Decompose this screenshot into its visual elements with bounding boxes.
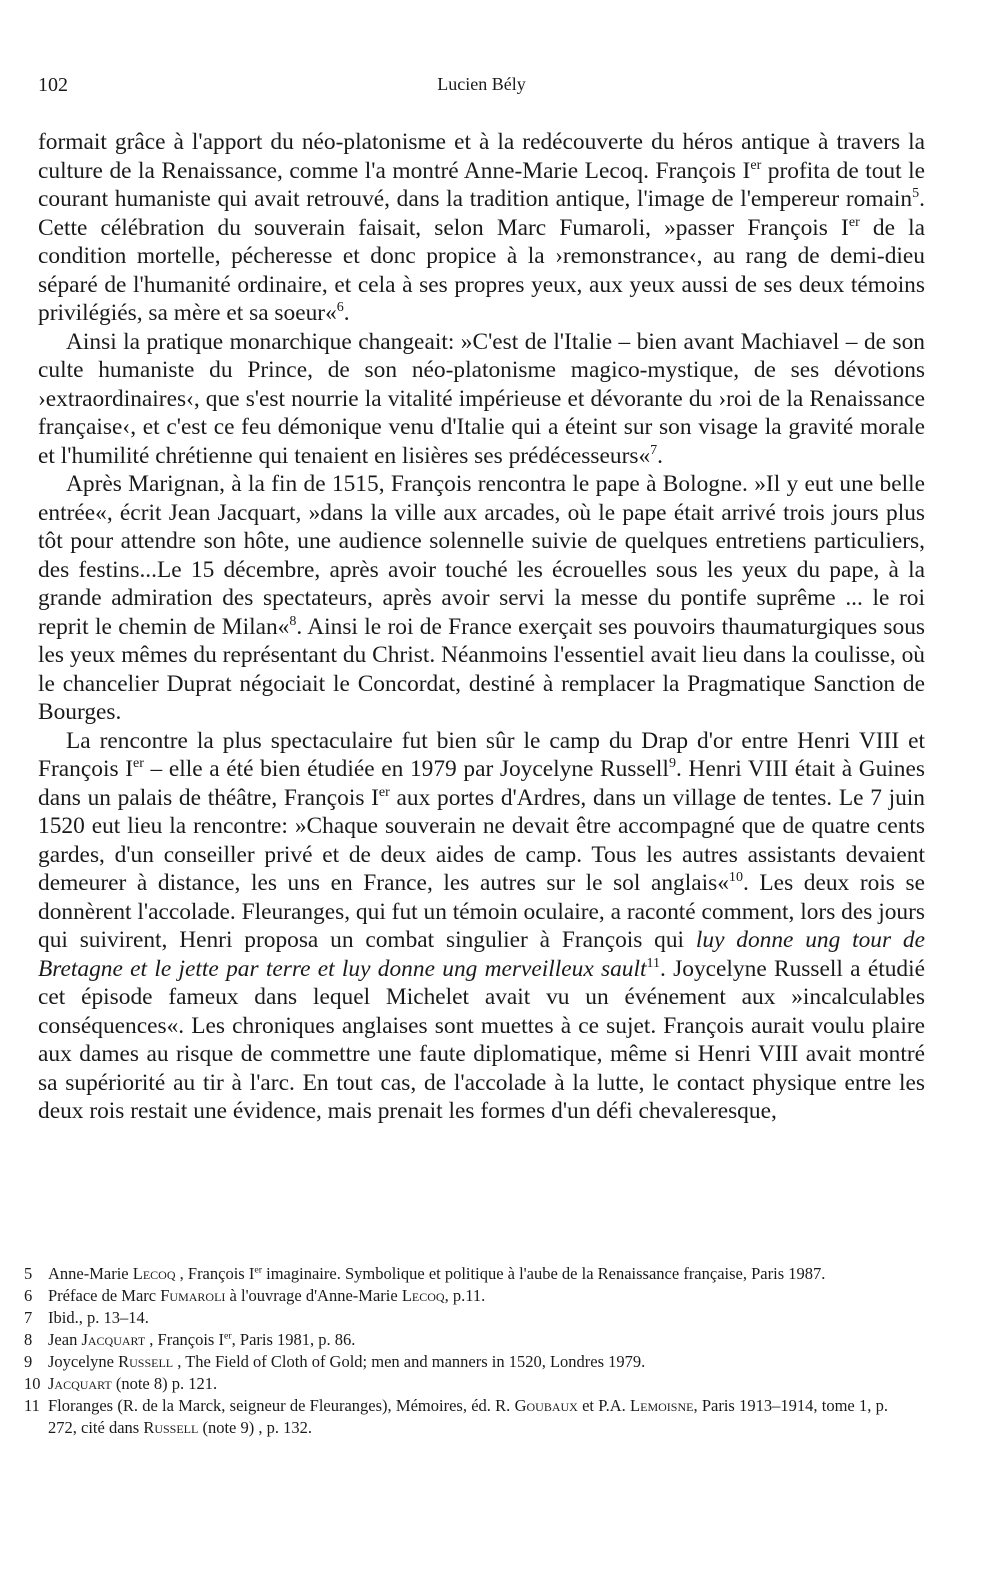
paragraph-1: formait grâce à l'apport du néo-platonisme et à la redécouverte du héros antique à travers la culture de la Renaissance, comme l'a montré Anne-Marie Lecoq. François Ier profita de tout le courant humaniste qui avait retrouvé, dans la tradition antique, l'image de l'empereur romain$^5$. Cette célébration du souverain faisait, selon Marc Fumaroli, »passer François Ier de la condition mortelle, pécheresse et donc propice à la ›remonstrance‹, au rang de demi-dieu séparé de l'humanité ordinaire, et cela à ses propres yeux, aux yeux aussi de ses deux témoins privilégiés, sa mère et sa soeur«$^6$. xyxy=(38,129,926,326)
paragraph-3: Après Marignan, à la fin de 1515, François rencontra le pape à Bologne. »Il y eut une belle entrée«, écrit Jean Jacquart, »dans la ville aux arcades, où le pape était arrivé trois jours plus tôt pour attendre son hôte, une audience solennelle suivie de quelques entretiens particuliers, des festins...Le 15 décembre, après avoir touché les écrouelles sous les yeux du pape, à la grande admiration des spectateurs, après avoir servi la messe du pontife suprême ... le roi reprit le chemin de Milan«$^8$. Ainsi le roi de France exerçait ses pouvoirs thaumaturgiques sous les yeux mêmes du représentant du Christ. Néanmoins l'essentiel avait lieu dans la coulisse, où le chancelier Duprat négociait le Concordat, destiné à remplacer la Pragmatique Sanction de Bourges. xyxy=(38,471,925,725)
footnote-6: 6 Préface de Marc Fumaroli à l'ouvrage d'Anne-Marie Lecoq, p.11. xyxy=(24,1286,486,1305)
main-text xyxy=(38,128,925,1126)
footnote-7: 7 Ibid., p. 13–14. xyxy=(24,1308,149,1327)
running-head: Lucien Bély xyxy=(437,74,526,94)
footnotes xyxy=(24,1263,888,1439)
page xyxy=(38,0,925,1126)
footnote-10: 10 Jacquart (note 8) p. 121. xyxy=(24,1374,218,1393)
paragraph-4: La rencontre la plus spectaculaire fut bien sûr le camp du Drap d'or entre Henri VIII et François Ier – elle a été bien étudiée en 1979 par Joycelyne Russell$^9$. Henri VIII était à Guines dans un palais de théâtre, François Ier aux portes d'Ardres, dans un village de tentes. Le 7 juin 1520 eut lieu la rencontre: »Chaque souverain ne devait être accompagné que de quatre cents gardes, d'un conseiller privé et de deux aides de camp. Tous les autres assistants devaient demeurer à distance, les uns en France, les autres sur le sol anglais«$^{10}$. Les deux rois se donnèrent l'accolade. Fleuranges, qui fut un témoin oculaire, a raconté comment, lors des jours qui suivirent, Henri proposa un combat singulier à François qui luy donne ung tour de Bretagne et le jette par terre et luy donne ung merveilleux sault$^{11}$. Joycelyne Russell a étudié cet épisode fameux dans lequel Michelet avait vu un événement aux »incalculables conséquences«. Les chroniques anglaises sont muettes à ce sujet. François aurait voulu plaire aux dames au risque de commettre une faute diplomatique, même si Henri VIII avait montré sa supériorité au tir à l'arc. En tout cas, de l'accolade à la lutte, le contact physique entre les deux rois restait une évidence, mais prenait les formes d'un défi chevaleresque, xyxy=(38,727,926,1124)
footnote-5: 5 Anne-Marie Lecoq , François Ier imaginaire. Symbolique et politique à l'aube de la Renaissance française, Paris 1987. xyxy=(24,1264,826,1283)
page-number: 102 xyxy=(38,74,68,96)
footnote-8: 8 Jean Jacquart , François Ier, Paris 1981, p. 86. xyxy=(24,1330,356,1349)
paragraph-2: Ainsi la pratique monarchique changeait: »C'est de l'Italie – bien avant Machiavel – de son culte humaniste du Prince, de son néo-platonisme magico-mystique, de ses dévotions ›extraordinaires‹, que s'est nourrie la vitalité impérieuse et dévorante du ›roi de la Renaissance française‹, et c'est ce feu démonique venu d'Italie qui a éteint sur son visage la gravité morale et l'humilité chrétienne qui tenaient en lisières ses prédécesseurs«$^7$. xyxy=(38,328,925,469)
footnote-11: 11 Floranges (R. de la Marck, seigneur de Fleuranges), Mémoires, éd. R. Goubaux et P.A. Lemoisne, Paris 1913–1914, tome 1, p. 272, cité dans Russell (note 9) , p. 132. xyxy=(24,1396,888,1437)
footnote-9: 9 Joycelyne Russell , The Field of Cloth of Gold; men and manners in 1520, Londres 1979. xyxy=(24,1352,646,1371)
page-header xyxy=(38,0,925,110)
